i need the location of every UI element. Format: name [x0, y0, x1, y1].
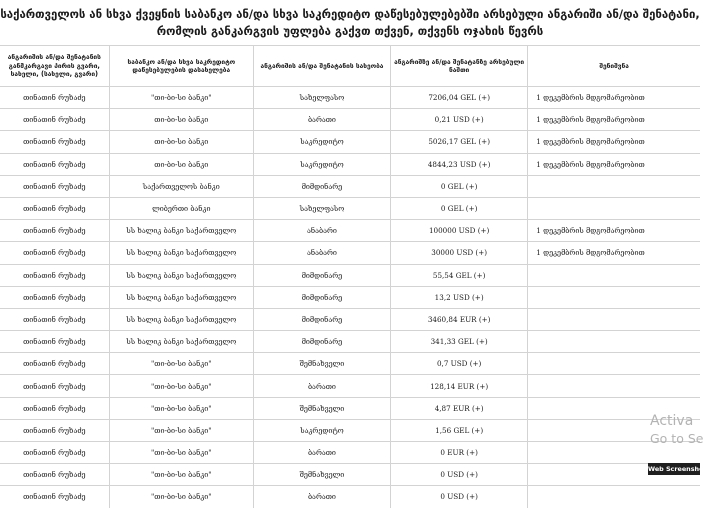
cell-holder-name: თინათინ რუხაძე: [0, 109, 109, 131]
windows-activation-watermark: Activa: [650, 413, 694, 429]
cell-balance: 55,54 GEL (+): [391, 264, 528, 286]
table-row: [0, 397, 700, 419]
cell-note: 1 დეკემბრის მდგომარეობით: [528, 220, 700, 242]
cell-bank-name: "თი-ბი-სი ბანკი": [109, 375, 253, 397]
web-screenshot-badge: Web Screenshot: [648, 465, 707, 473]
header-balance: ანგარიშზე ან/და შენატანზე არსებული ნაშთი: [391, 46, 528, 87]
table-row: [0, 331, 700, 353]
cell-holder-name: თინათინ რუხაძე: [0, 197, 109, 219]
cell-note: [528, 486, 700, 508]
cell-note: [528, 197, 700, 219]
cell-account-type: ბარათი: [253, 375, 390, 397]
cell-bank-name: სს ხალიკ ბანკი საქართველო: [109, 286, 253, 308]
header-bank-name: საბანკო ან/და სხვა საკრედიტო დაწესებულების დასახელება: [109, 46, 253, 87]
cell-holder-name: თინათინ რუხაძე: [0, 331, 109, 353]
cell-note: [528, 353, 700, 375]
cell-account-type: ბარათი: [253, 109, 390, 131]
cell-balance: 341,33 GEL (+): [391, 331, 528, 353]
cell-holder-name: თინათინ რუხაძე: [0, 264, 109, 286]
windows-activation-watermark-subtext: Go to Se: [650, 431, 704, 446]
cell-holder-name: თინათინ რუხაძე: [0, 308, 109, 330]
table-row: [0, 375, 700, 397]
cell-bank-name: "თი-ბი-სი ბანკი": [109, 442, 253, 464]
cell-balance: 0,7 USD (+): [391, 353, 528, 375]
cell-account-type: მიმდინარე: [253, 286, 390, 308]
cell-account-type: ანაბარი: [253, 220, 390, 242]
header-note: შენიშვნა: [528, 46, 700, 87]
table-row: [0, 308, 700, 330]
cell-account-type: მიმდინარე: [253, 175, 390, 197]
table-row: [0, 264, 700, 286]
cell-bank-name: "თი-ბი-სი ბანკი": [109, 397, 253, 419]
cell-holder-name: თინათინ რუხაძე: [0, 242, 109, 264]
cell-balance: 0 EUR (+): [391, 442, 528, 464]
cell-account-type: საკრედიტო: [253, 419, 390, 441]
cell-holder-name: თინათინ რუხაძე: [0, 419, 109, 441]
cell-bank-name: "თი-ბი-სი ბანკი": [109, 464, 253, 486]
table-row: [0, 242, 700, 264]
cell-bank-name: "თი-ბი-სი ბანკი": [109, 419, 253, 441]
cell-balance: 128,14 EUR (+): [391, 375, 528, 397]
cell-account-type: ბარათი: [253, 442, 390, 464]
table-row: [0, 197, 700, 219]
cell-bank-name: სს ხალიკ ბანკი საქართველო: [109, 331, 253, 353]
header-account-type: ანგარიშის ან/და შენატანის სახეობა: [253, 46, 390, 87]
cell-bank-name: "თი-ბი-სი ბანკი": [109, 486, 253, 508]
cell-account-type: მიმდინარე: [253, 331, 390, 353]
cell-note: [528, 308, 700, 330]
heading-line-1: საქართველოს ან სხვა ქვეყნის საბანკო ან/და სხვა საკრედიტო დაწესებულებებში არსებული ანგარიში ან/და შენატანი,: [0, 7, 700, 21]
cell-balance: 5026,17 GEL (+): [391, 131, 528, 153]
cell-note: 1 დეკემბრის მდგომარეობით: [528, 131, 700, 153]
document-heading: [0, 0, 700, 44]
cell-note: [528, 286, 700, 308]
cell-holder-name: თინათინ რუხაძე: [0, 442, 109, 464]
cell-balance: 1,56 GEL (+): [391, 419, 528, 441]
cell-note: [528, 331, 700, 353]
table-row: [0, 175, 700, 197]
cell-account-type: სახელფასო: [253, 197, 390, 219]
cell-bank-name: საქართველოს ბანკი: [109, 175, 253, 197]
cell-holder-name: თინათინ რუხაძე: [0, 286, 109, 308]
cell-bank-name: თი-ბი-სი ბანკი: [109, 109, 253, 131]
table-row: [0, 220, 700, 242]
table-row: [0, 419, 700, 441]
cell-note: 1 დეკემბრის მდგომარეობით: [528, 153, 700, 175]
cell-bank-name: ლიბერთი ბანკი: [109, 197, 253, 219]
header-holder-name: ანგარიშის ან/და შენატანის განმკარგავი პირის გვარი, სახელი, (სახელი, გვარი): [0, 46, 109, 87]
cell-account-type: შემნახველი: [253, 397, 390, 419]
cell-bank-name: "თი-ბი-სი ბანკი": [109, 87, 253, 109]
cell-account-type: ბარათი: [253, 486, 390, 508]
cell-account-type: მიმდინარე: [253, 308, 390, 330]
accounts-table-header: [0, 46, 700, 87]
table-row: [0, 286, 700, 308]
table-row: [0, 486, 700, 508]
cell-balance: 100000 USD (+): [391, 220, 528, 242]
cell-bank-name: თი-ბი-სი ბანკი: [109, 153, 253, 175]
cell-account-type: ანაბარი: [253, 242, 390, 264]
cell-note: [528, 264, 700, 286]
cell-balance: 0 GEL (+): [391, 175, 528, 197]
heading-line-2: რომლის განკარგვის უფლება გაქვთ თქვენ, თქვენს ოჯახის წევრს: [156, 24, 544, 38]
cell-account-type: შემნახველი: [253, 464, 390, 486]
cell-account-type: შემნახველი: [253, 353, 390, 375]
table-row: [0, 442, 700, 464]
cell-balance: 13,2 USD (+): [391, 286, 528, 308]
cell-holder-name: თინათინ რუხაძე: [0, 375, 109, 397]
table-row: [0, 353, 700, 375]
cell-bank-name: სს ხალიკ ბანკი საქართველო: [109, 242, 253, 264]
cell-holder-name: თინათინ რუხაძე: [0, 131, 109, 153]
cell-holder-name: თინათინ რუხაძე: [0, 486, 109, 508]
cell-balance: 3460,84 EUR (+): [391, 308, 528, 330]
cell-note: 1 დეკემბრის მდგომარეობით: [528, 242, 700, 264]
cell-bank-name: თი-ბი-სი ბანკი: [109, 131, 253, 153]
cell-bank-name: სს ხალიკ ბანკი საქართველო: [109, 264, 253, 286]
cell-balance: 0,21 USD (+): [391, 109, 528, 131]
cell-account-type: საკრედიტო: [253, 153, 390, 175]
cell-balance: 30000 USD (+): [391, 242, 528, 264]
cell-note: [528, 175, 700, 197]
cell-note: 1 დეკემბრის მდგომარეობით: [528, 87, 700, 109]
table-row: [0, 464, 700, 486]
table-row: [0, 153, 700, 175]
cell-balance: 0 USD (+): [391, 486, 528, 508]
cell-holder-name: თინათინ რუხაძე: [0, 353, 109, 375]
accounts-table: [0, 45, 707, 508]
accounts-table-body: [0, 87, 707, 508]
table-row: [0, 109, 700, 131]
cell-balance: 4,87 EUR (+): [391, 397, 528, 419]
cell-holder-name: თინათინ რუხაძე: [0, 175, 109, 197]
cell-balance: 0 GEL (+): [391, 197, 528, 219]
cell-account-type: მიმდინარე: [253, 264, 390, 286]
table-row: [0, 87, 700, 109]
cell-bank-name: სს ხალიკ ბანკი საქართველო: [109, 308, 253, 330]
cell-holder-name: თინათინ რუხაძე: [0, 464, 109, 486]
cell-bank-name: "თი-ბი-სი ბანკი": [109, 353, 253, 375]
cell-note: [528, 375, 700, 397]
cell-account-type: საკრედიტო: [253, 131, 390, 153]
cell-account-type: სახელფასო: [253, 87, 390, 109]
cell-balance: 4844,23 USD (+): [391, 153, 528, 175]
cell-holder-name: თინათინ რუხაძე: [0, 397, 109, 419]
cell-note: 1 დეკემბრის მდგომარეობით: [528, 109, 700, 131]
cell-holder-name: თინათინ რუხაძე: [0, 153, 109, 175]
cell-balance: 7206,04 GEL (+): [391, 87, 528, 109]
cell-bank-name: სს ხალიკ ბანკი საქართველო: [109, 220, 253, 242]
cell-holder-name: თინათინ რუხაძე: [0, 220, 109, 242]
table-row: [0, 131, 700, 153]
cell-balance: 0 USD (+): [391, 464, 528, 486]
cell-holder-name: თინათინ რუხაძე: [0, 87, 109, 109]
